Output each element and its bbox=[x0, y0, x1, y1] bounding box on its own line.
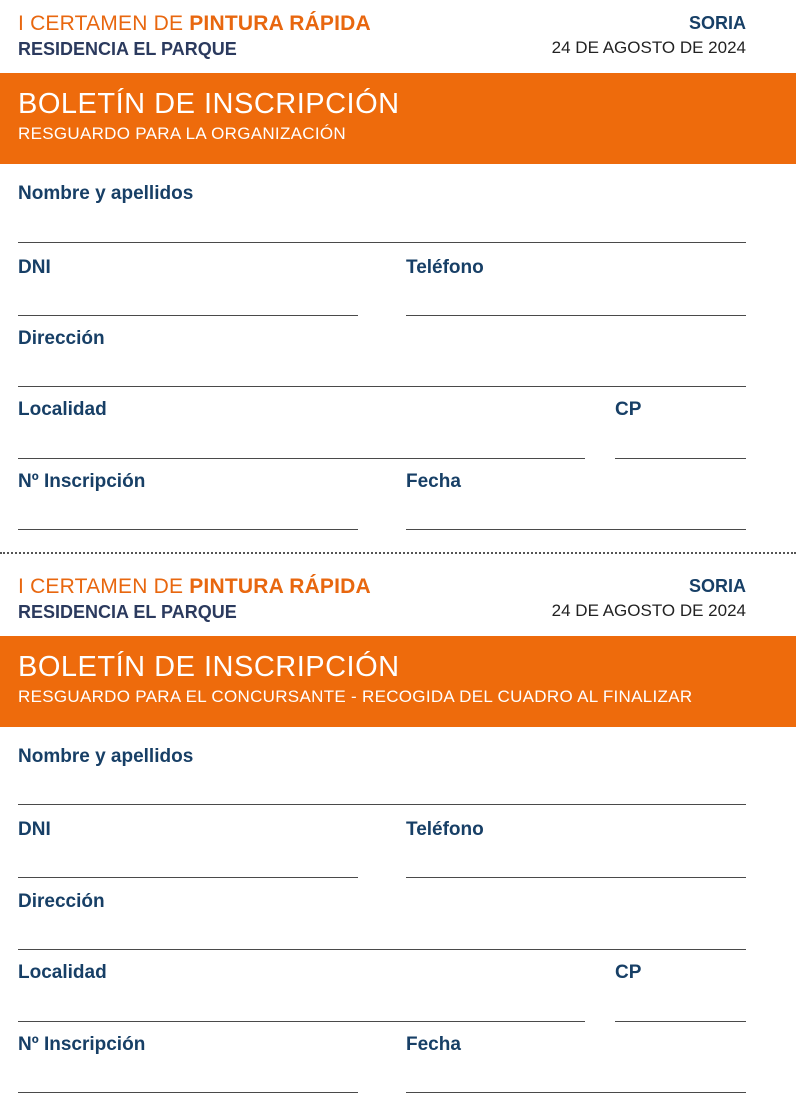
registration-number-field[interactable] bbox=[18, 1092, 358, 1093]
date-label: Fecha bbox=[406, 1034, 461, 1055]
event-title bbox=[18, 575, 371, 599]
phone-label: Teléfono bbox=[406, 819, 484, 840]
name-field[interactable] bbox=[18, 242, 746, 243]
locality-label: Localidad bbox=[18, 962, 107, 983]
name-field[interactable] bbox=[18, 804, 746, 805]
registration-number-field[interactable] bbox=[18, 529, 358, 530]
dni-label: DNI bbox=[18, 819, 51, 840]
event-title-prefix: I CERTAMEN DE bbox=[18, 575, 190, 598]
dni-field[interactable] bbox=[18, 877, 358, 878]
registration-number-label: Nº Inscripción bbox=[18, 1034, 146, 1055]
event-title bbox=[18, 12, 371, 36]
registration-number-label: Nº Inscripción bbox=[18, 471, 146, 492]
postal-code-label: CP bbox=[615, 962, 642, 983]
event-title-bold: PINTURA RÁPIDA bbox=[189, 575, 371, 598]
event-date: 24 DE AGOSTO DE 2024 bbox=[551, 38, 746, 57]
dni-field[interactable] bbox=[18, 315, 358, 316]
dni-label: DNI bbox=[18, 257, 51, 278]
name-label: Nombre y apellidos bbox=[18, 746, 194, 767]
locality-field[interactable] bbox=[18, 458, 585, 459]
cut-line bbox=[0, 552, 796, 554]
postal-code-field[interactable] bbox=[615, 458, 746, 459]
address-field[interactable] bbox=[18, 949, 746, 950]
date-field[interactable] bbox=[406, 529, 746, 530]
event-title-prefix: I CERTAMEN DE bbox=[18, 12, 190, 35]
locality-field[interactable] bbox=[18, 1021, 585, 1022]
banner-title: BOLETÍN DE INSCRIPCIÓN bbox=[18, 651, 400, 683]
banner-subtitle: RESGUARDO PARA EL CONCURSANTE - RECOGIDA DEL CUADRO AL FINALIZAR bbox=[18, 687, 693, 706]
locality-label: Localidad bbox=[18, 399, 107, 420]
city-name: SORIA bbox=[688, 13, 746, 33]
name-label: Nombre y apellidos bbox=[18, 183, 194, 204]
venue-name: RESIDENCIA EL PARQUE bbox=[18, 602, 237, 622]
event-date: 24 DE AGOSTO DE 2024 bbox=[551, 601, 746, 620]
banner-title: BOLETÍN DE INSCRIPCIÓN bbox=[18, 88, 400, 120]
phone-label: Teléfono bbox=[406, 257, 484, 278]
address-label: Dirección bbox=[18, 891, 105, 912]
date-field[interactable] bbox=[406, 1092, 746, 1093]
postal-code-label: CP bbox=[615, 399, 642, 420]
address-label: Dirección bbox=[18, 328, 105, 349]
phone-field[interactable] bbox=[406, 315, 746, 316]
venue-name: RESIDENCIA EL PARQUE bbox=[18, 39, 237, 59]
postal-code-field[interactable] bbox=[615, 1021, 746, 1022]
date-label: Fecha bbox=[406, 471, 461, 492]
phone-field[interactable] bbox=[406, 877, 746, 878]
banner-subtitle: RESGUARDO PARA LA ORGANIZACIÓN bbox=[18, 124, 346, 143]
address-field[interactable] bbox=[18, 386, 746, 387]
city-name: SORIA bbox=[688, 576, 746, 596]
event-title-bold: PINTURA RÁPIDA bbox=[189, 12, 371, 35]
